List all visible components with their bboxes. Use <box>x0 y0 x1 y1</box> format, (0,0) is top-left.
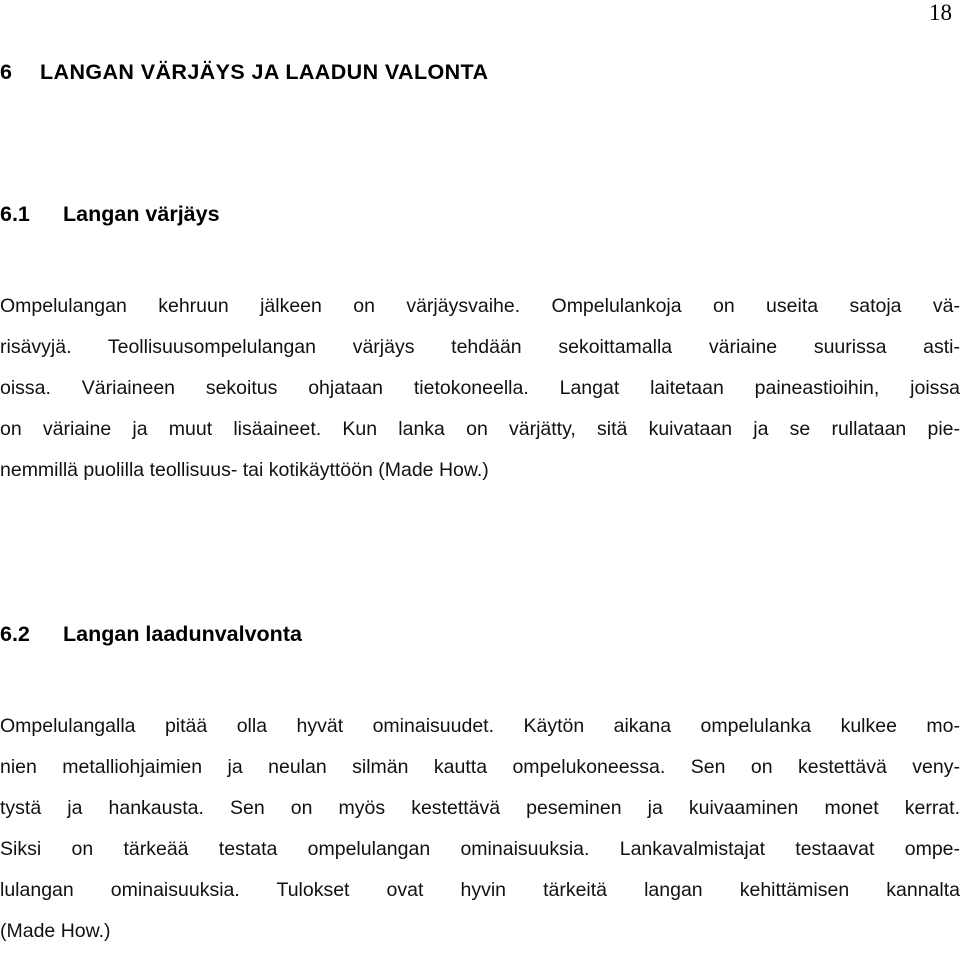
text-line: lulangan ominaisuuksia. Tulokset ovat hyvin tärkeitä langan kehittämisen kannalta <box>0 879 960 901</box>
chapter-title-text: LANGAN VÄRJÄYS JA LAADUN VALONTA <box>40 60 489 84</box>
body-paragraph <box>0 286 960 491</box>
text-line: on väriaine ja muut lisäaineet. Kun lanka on värjätty, sitä kuivataan ja se rullataan pie- <box>0 418 960 440</box>
text-line: oissa. Väriaineen sekoitus ohjataan tietokoneella. Langat laitetaan paineastioihin, joissa <box>0 377 960 399</box>
section-title: Langan laadunvalvonta <box>63 622 302 646</box>
text-line: nien metalliohjaimien ja neulan silmän kautta ompelukoneessa. Sen on kestettävä veny- <box>0 756 960 778</box>
text-line: Ompelulangalla pitää olla hyvät ominaisuudet. Käytön aikana ompelulanka kulkee mo- <box>0 715 960 737</box>
chapter-number: 6 <box>0 60 13 84</box>
text-line: (Made How.) <box>0 920 111 942</box>
page-number: 18 <box>929 0 952 25</box>
text-line: Ompelulangan kehruun jälkeen on värjäysvaihe. Ompelulankoja on useita satoja vä- <box>0 295 960 317</box>
text-line: Siksi on tärkeää testata ompelulangan ominaisuuksia. Lankavalmistajat testaavat ompe- <box>0 838 960 860</box>
section-number: 6.1 <box>0 202 30 226</box>
section-heading <box>0 622 302 647</box>
body-paragraph <box>0 706 960 952</box>
text-line: tystä ja hankausta. Sen on myös kestettävä peseminen ja kuivaaminen monet kerrat. <box>0 797 960 819</box>
section-number: 6.2 <box>0 622 30 646</box>
section-heading <box>0 202 220 227</box>
text-line: risävyjä. Teollisuusompelulangan värjäys tehdään sekoittamalla väriaine suurissa asti- <box>0 336 960 358</box>
section-title: Langan värjäys <box>63 202 220 226</box>
chapter-title <box>0 60 488 85</box>
text-line: nemmillä puolilla teollisuus- tai kotikäyttöön (Made How.) <box>0 459 489 481</box>
